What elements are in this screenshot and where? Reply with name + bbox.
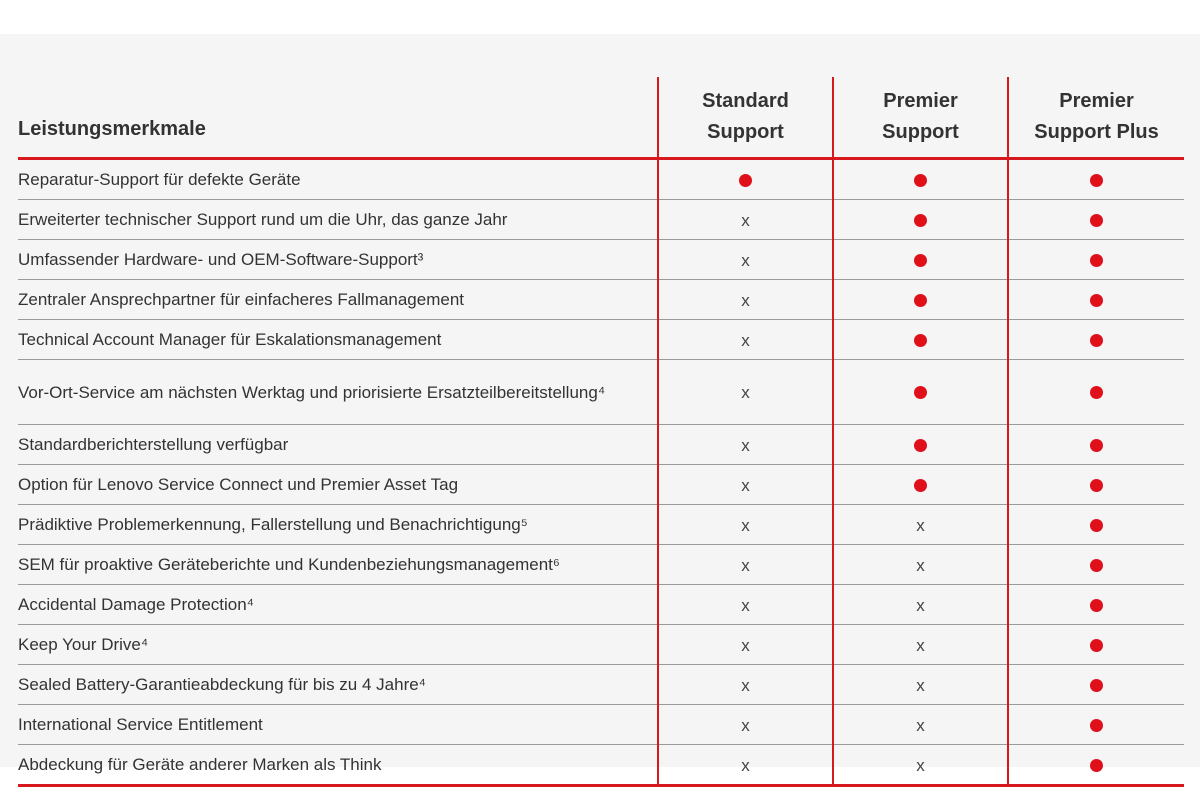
availability-cell-premier xyxy=(833,585,1008,625)
red-dot-icon xyxy=(914,174,927,187)
plan-name-line1: Standard xyxy=(702,90,789,112)
red-dot-icon xyxy=(1090,386,1103,399)
cross-icon: x xyxy=(741,250,750,270)
red-dot-icon xyxy=(914,214,927,227)
availability-cell-standard xyxy=(658,505,833,545)
table-body xyxy=(18,159,1184,786)
availability-cell-standard xyxy=(658,745,833,786)
cross-icon: x xyxy=(916,595,925,615)
availability-cell-standard xyxy=(658,585,833,625)
table-row xyxy=(18,585,1184,625)
availability-cell-premier xyxy=(833,545,1008,585)
feature-label: SEM für proaktive Geräteberichte und Kundenbeziehungsmanagement⁶ xyxy=(18,545,658,585)
red-dot-icon xyxy=(1090,439,1103,452)
availability-cell-standard xyxy=(658,625,833,665)
cross-icon: x xyxy=(741,595,750,615)
availability-cell-premier-plus xyxy=(1008,545,1184,585)
feature-label: Vor-Ort-Service am nächsten Werktag und priorisierte Ersatzteilbereitstellung⁴ xyxy=(18,360,658,425)
feature-label: Option für Lenovo Service Connect und Premier Asset Tag xyxy=(18,465,658,505)
cross-icon: x xyxy=(741,755,750,775)
cross-icon: x xyxy=(741,715,750,735)
plan-name-line2: Support xyxy=(707,121,784,143)
availability-cell-premier-plus xyxy=(1008,665,1184,705)
availability-cell-premier-plus xyxy=(1008,320,1184,360)
cross-icon: x xyxy=(916,515,925,535)
table-row xyxy=(18,320,1184,360)
availability-cell-premier xyxy=(833,200,1008,240)
red-dot-icon xyxy=(1090,479,1103,492)
cross-icon: x xyxy=(741,675,750,695)
cross-icon: x xyxy=(916,635,925,655)
cross-icon: x xyxy=(741,330,750,350)
cross-icon: x xyxy=(741,475,750,495)
table-row xyxy=(18,705,1184,745)
table-row xyxy=(18,505,1184,545)
feature-label: Keep Your Drive⁴ xyxy=(18,625,658,665)
availability-cell-standard xyxy=(658,425,833,465)
table-row xyxy=(18,465,1184,505)
red-dot-icon xyxy=(914,439,927,452)
premier-support-plus-header xyxy=(1008,77,1184,159)
cross-icon: x xyxy=(916,755,925,775)
red-dot-icon xyxy=(739,174,752,187)
cross-icon: x xyxy=(916,675,925,695)
feature-label: Erweiterter technischer Support rund um die Uhr, das ganze Jahr xyxy=(18,200,658,240)
availability-cell-premier-plus xyxy=(1008,360,1184,425)
availability-cell-standard xyxy=(658,280,833,320)
feature-label: Accidental Damage Protection⁴ xyxy=(18,585,658,625)
red-dot-icon xyxy=(914,294,927,307)
availability-cell-standard xyxy=(658,545,833,585)
feature-label: Prädiktive Problemerkennung, Fallerstellung und Benachrichtigung⁵ xyxy=(18,505,658,545)
red-dot-icon xyxy=(1090,519,1103,532)
cross-icon: x xyxy=(916,715,925,735)
comparison-panel xyxy=(0,34,1200,775)
availability-cell-premier-plus xyxy=(1008,240,1184,280)
availability-cell-standard xyxy=(658,159,833,200)
cross-icon: x xyxy=(741,635,750,655)
table-row xyxy=(18,280,1184,320)
availability-cell-premier-plus xyxy=(1008,159,1184,200)
table-row xyxy=(18,200,1184,240)
red-dot-icon xyxy=(1090,334,1103,347)
table-row xyxy=(18,159,1184,200)
red-dot-icon xyxy=(1090,214,1103,227)
availability-cell-premier-plus xyxy=(1008,200,1184,240)
availability-cell-premier-plus xyxy=(1008,425,1184,465)
cross-icon: x xyxy=(741,435,750,455)
availability-cell-premier xyxy=(833,705,1008,745)
feature-label: Reparatur-Support für defekte Geräte xyxy=(18,159,658,200)
red-dot-icon xyxy=(914,386,927,399)
availability-cell-premier-plus xyxy=(1008,585,1184,625)
table-row xyxy=(18,425,1184,465)
feature-label: International Service Entitlement xyxy=(18,705,658,745)
feature-label: Umfassender Hardware- und OEM-Software-Support³ xyxy=(18,240,658,280)
availability-cell-standard xyxy=(658,665,833,705)
feature-label: Zentraler Ansprechpartner für einfacheres Fallmanagement xyxy=(18,280,658,320)
red-dot-icon xyxy=(1090,639,1103,652)
table-row xyxy=(18,360,1184,425)
feature-label: Technical Account Manager für Eskalationsmanagement xyxy=(18,320,658,360)
table-row xyxy=(18,240,1184,280)
standard-support-header xyxy=(658,77,833,159)
plan-name-line2: Support xyxy=(882,121,959,143)
red-dot-icon xyxy=(1090,294,1103,307)
feature-label: Standardberichterstellung verfügbar xyxy=(18,425,658,465)
red-dot-icon xyxy=(1090,599,1103,612)
plan-name-line1: Premier xyxy=(883,90,958,112)
red-dot-icon xyxy=(1090,679,1103,692)
support-comparison-table xyxy=(18,77,1184,787)
red-dot-icon xyxy=(914,254,927,267)
red-dot-icon xyxy=(1090,174,1103,187)
availability-cell-standard xyxy=(658,360,833,425)
table-header-row xyxy=(18,77,1184,159)
availability-cell-premier xyxy=(833,280,1008,320)
table-row xyxy=(18,665,1184,705)
red-dot-icon xyxy=(1090,559,1103,572)
availability-cell-premier-plus xyxy=(1008,705,1184,745)
availability-cell-premier xyxy=(833,159,1008,200)
red-dot-icon xyxy=(1090,759,1103,772)
availability-cell-standard xyxy=(658,705,833,745)
availability-cell-standard xyxy=(658,465,833,505)
cross-icon: x xyxy=(741,290,750,310)
availability-cell-standard xyxy=(658,320,833,360)
availability-cell-premier xyxy=(833,665,1008,705)
table-row xyxy=(18,625,1184,665)
cross-icon: x xyxy=(916,555,925,575)
availability-cell-premier xyxy=(833,360,1008,425)
availability-cell-premier-plus xyxy=(1008,465,1184,505)
feature-label: Abdeckung für Geräte anderer Marken als Think xyxy=(18,745,658,786)
availability-cell-premier-plus xyxy=(1008,625,1184,665)
availability-cell-standard xyxy=(658,200,833,240)
plan-name-line1: Premier xyxy=(1059,90,1134,112)
availability-cell-premier xyxy=(833,505,1008,545)
availability-cell-premier xyxy=(833,465,1008,505)
availability-cell-premier-plus xyxy=(1008,745,1184,786)
availability-cell-premier-plus xyxy=(1008,280,1184,320)
feature-label: Sealed Battery-Garantieabdeckung für bis zu 4 Jahre⁴ xyxy=(18,665,658,705)
availability-cell-premier xyxy=(833,745,1008,786)
availability-cell-premier xyxy=(833,625,1008,665)
plan-name-line2: Support Plus xyxy=(1034,121,1159,143)
feature-column-header: Leistungsmerkmale xyxy=(18,77,658,159)
availability-cell-standard xyxy=(658,240,833,280)
table-row xyxy=(18,745,1184,786)
availability-cell-premier-plus xyxy=(1008,505,1184,545)
red-dot-icon xyxy=(914,479,927,492)
cross-icon: x xyxy=(741,515,750,535)
cross-icon: x xyxy=(741,210,750,230)
table-row xyxy=(18,545,1184,585)
premier-support-header xyxy=(833,77,1008,159)
red-dot-icon xyxy=(1090,719,1103,732)
availability-cell-premier xyxy=(833,320,1008,360)
red-dot-icon xyxy=(1090,254,1103,267)
cross-icon: x xyxy=(741,555,750,575)
availability-cell-premier xyxy=(833,240,1008,280)
availability-cell-premier xyxy=(833,425,1008,465)
cross-icon: x xyxy=(741,383,750,403)
red-dot-icon xyxy=(914,334,927,347)
